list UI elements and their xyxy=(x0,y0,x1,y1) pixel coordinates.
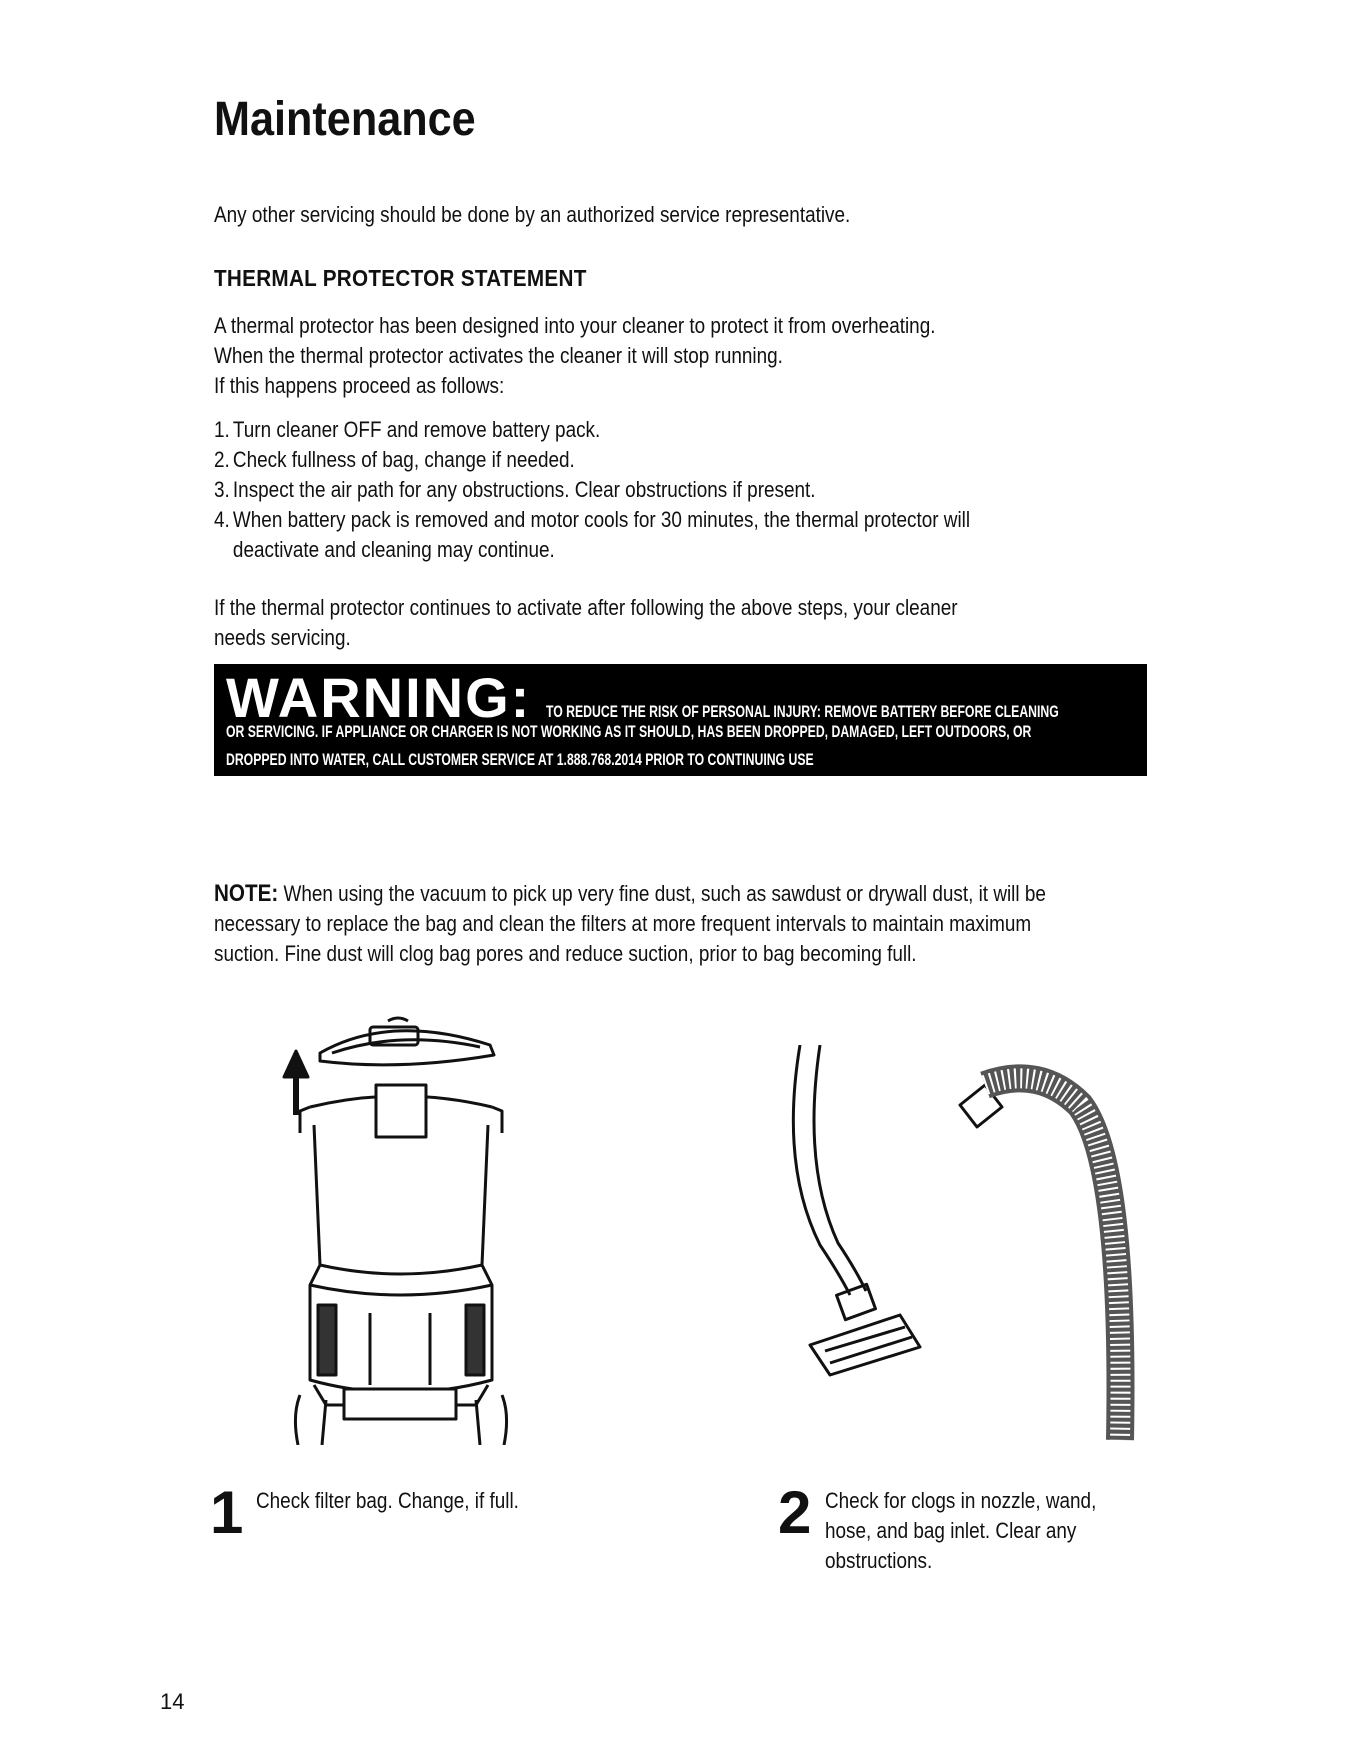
list-item: 4. When battery pack is removed and motor cools for 30 minutes, the thermal protector will xyxy=(214,507,971,532)
thermal-line: If this happens proceed as follows: xyxy=(214,373,505,398)
step-caption-1 xyxy=(256,1486,519,1516)
hose-nozzle-illustration xyxy=(780,1045,1160,1445)
caption-line: hose, and bag inlet. Clear any xyxy=(825,1518,1077,1543)
step-caption-2 xyxy=(825,1486,1096,1576)
closing-line: If the thermal protector continues to activate after following the above steps, your cleaner xyxy=(214,595,958,620)
warning-label: WARNING: xyxy=(226,666,532,729)
note-line: When using the vacuum to pick up very fine dust, such as sawdust or drywall dust, it will be xyxy=(283,881,1046,906)
warning-line-3: DROPPED INTO WATER, CALL CUSTOMER SERVICE AT 1.888.768.2014 PRIOR TO CONTINUING USE xyxy=(226,750,814,769)
note-label: NOTE: xyxy=(214,880,279,907)
caption-line: Check filter bag. Change, if full. xyxy=(256,1488,519,1513)
step-number-2: 2 xyxy=(778,1479,812,1546)
warning-line-2: OR SERVICING. IF APPLIANCE OR CHARGER IS NOT WORKING AS IT SHOULD, HAS BEEN DROPPED, DAMAGED, LEFT OUTDOORS, OR xyxy=(226,722,1032,741)
thermal-heading: THERMAL PROTECTOR STATEMENT xyxy=(214,265,587,291)
thermal-closing xyxy=(214,593,958,653)
thermal-line: When the thermal protector activates the cleaner it will stop running. xyxy=(214,343,783,368)
note-line: necessary to replace the bag and clean the filters at more frequent intervals to maintain maximum xyxy=(214,911,1032,936)
list-item-continuation: deactivate and cleaning may continue. xyxy=(232,537,555,562)
list-item: 3. Inspect the air path for any obstructions. Clear obstructions if present. xyxy=(214,477,816,502)
thermal-paragraph xyxy=(214,311,935,401)
note-line: suction. Fine dust will clog bag pores and reduce suction, prior to bag becoming full. xyxy=(214,941,917,966)
note-paragraph xyxy=(214,879,1194,969)
intro-text: Any other servicing should be done by an authorized service representative. xyxy=(214,202,851,227)
page-number: 14 xyxy=(160,1689,185,1714)
caption-line: Check for clogs in nozzle, wand, xyxy=(825,1488,1097,1513)
caption-line: obstructions. xyxy=(825,1548,933,1573)
thermal-line: A thermal protector has been designed into your cleaner to protect it from overheating. xyxy=(214,313,936,338)
step-number-1: 1 xyxy=(210,1479,244,1546)
warning-box xyxy=(214,664,1147,776)
warning-line-1: TO REDUCE THE RISK OF PERSONAL INJURY: REMOVE BATTERY BEFORE CLEANING xyxy=(545,702,1059,721)
vacuum-canister-illustration xyxy=(270,1015,530,1445)
page-title: Maintenance xyxy=(214,93,476,146)
closing-line: needs servicing. xyxy=(214,625,351,650)
list-item: 1. Turn cleaner OFF and remove battery pack. xyxy=(214,417,601,442)
list-item: 2. Check fullness of bag, change if needed. xyxy=(214,447,575,472)
thermal-steps xyxy=(214,415,970,565)
